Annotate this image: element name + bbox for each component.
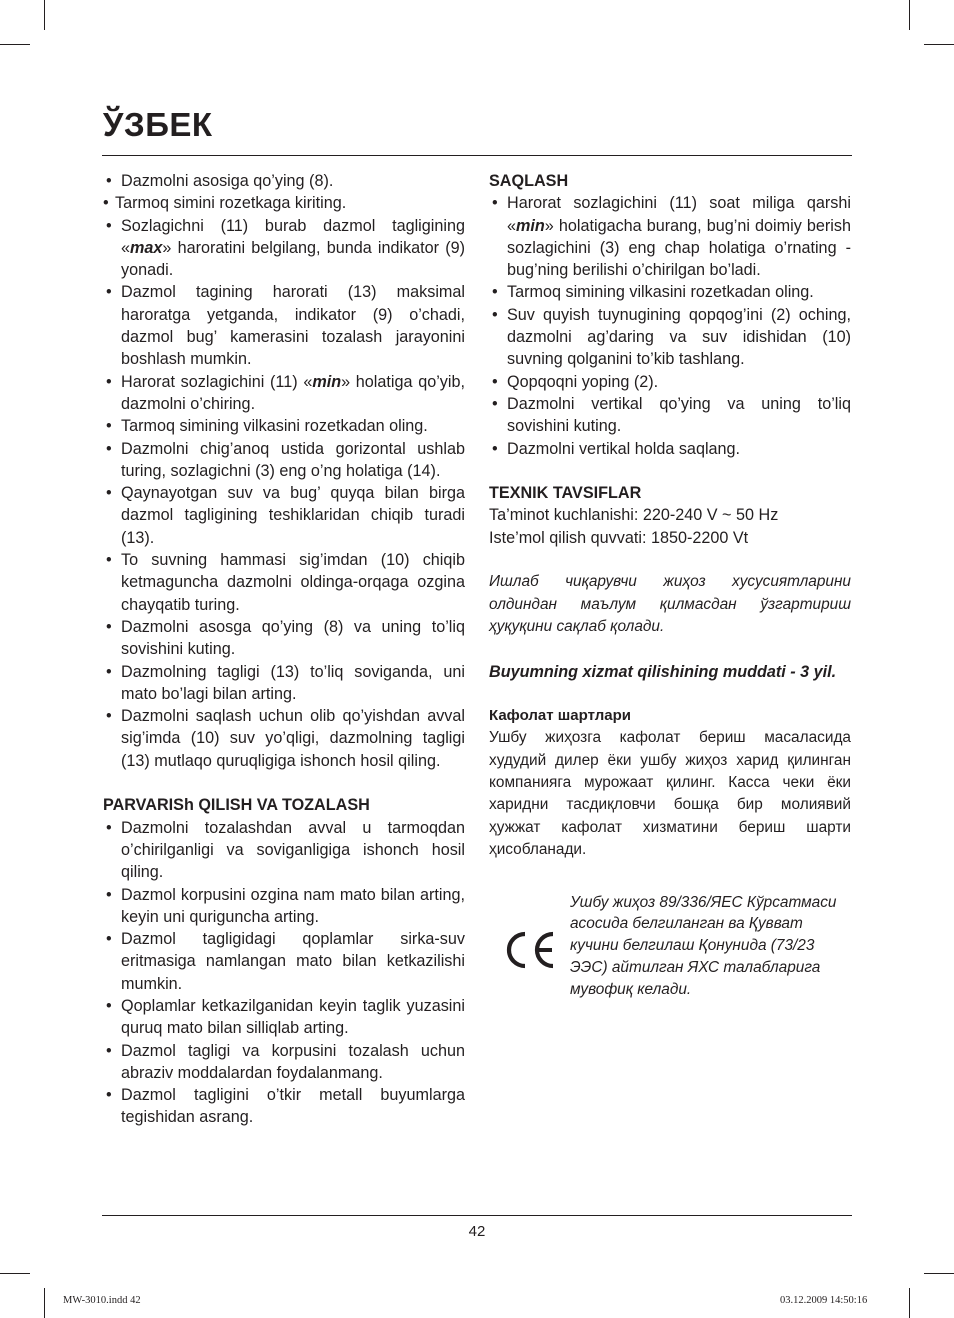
list-item: • Dazmolni vertikal qo’ying va uning to’liq sovishini kuting. [489,393,851,438]
section-heading-care: PARVARISh QILISH VA TOZALASH [103,796,370,815]
list-item: • To suvning hammasi sig’imdan (10) chiqib ketmaguncha dazmolni oldinga-orqaga ozgina chayqatib turing. [103,549,465,616]
operation-list [103,170,465,772]
list-item: • Dazmol tagligi va korpusini tozalash uchun abraziv moddalardan foydalanmang. [103,1040,465,1085]
footer-rule [102,1215,852,1216]
list-item-text: Harorat sozlagichini (11) soat miliga qarshi « [507,194,851,235]
list-item [103,371,465,416]
ce-compliance [489,892,851,1022]
list-item-emphasis: min [516,216,545,235]
slug-date: 03.12.2009 14:50:16 [780,1295,868,1306]
crop-mark [0,1273,30,1274]
care-list [103,817,465,1129]
storage-list [489,192,851,460]
list-item: • Qoplamlar ketkazilganidan keyin taglik yuzasini quruq mato bilan silliqlab arting. [103,995,465,1040]
page-title: ЎЗБЕК [103,106,213,143]
section-heading-specs: TEXNIK TAVSIFLAR [489,484,642,503]
page-number: 42 [468,1223,486,1240]
list-item-text: » haroratini belgilang, bunda indikator (9) yonadi. [121,238,465,280]
list-item-text: » holatiga qo’yib, dazmolni o’chiring. [121,372,465,413]
list-item-text: Harorat sozlagichini (11) « [121,372,313,391]
crop-mark [924,1273,954,1274]
list-item: • Tarmoq simini rozetkaga kiriting. [103,192,465,214]
list-item: • Dazmol tagligidagi qoplamlar sirka-suv eritmasiga namlangan mato bilan ketkazilishi mumkin. [103,928,465,995]
list-item: • Dazmol korpusini ozgina nam mato bilan arting, keyin uni quriguncha arting. [103,884,465,929]
list-item-text: Sozlagichni (11) burab dazmol tagligining « [121,216,465,257]
header-rule [102,155,852,156]
ce-text: Ушбу жиҳоз 89/336/ЯЕС Кўрсатмаси асосида белгиланган ва Қувват кучини белгилаш Қонунида (73/23 ЭЭС) айтилган ЯХС талабларига мувофиқ келади. [570,893,837,998]
list-item: • Tarmoq simining vilkasini rozetkadan oling. [103,415,465,437]
list-item: • Qopqoqni yoping (2). [489,371,851,393]
crop-mark [44,0,45,30]
slug-file: MW-3010.indd 42 [63,1295,141,1306]
spec-voltage: Ta’minot kuchlanishi: 220-240 V ~ 50 Hz [489,506,779,525]
list-item-emphasis: min [312,372,342,391]
crop-mark [909,1288,910,1318]
warranty-heading: Кафолат шартлари [489,707,631,725]
list-item: • Dazmolni vertikal holda saqlang. [489,438,851,460]
spec-power: Iste’mol qilish quvvati: 1850-2200 Vt [489,528,749,547]
list-item: • Dazmol tagining harorati (13) maksimal haroratga yetganda, indikator (9) o’chadi, dazmol bug’ kamerasini tozalash jarayonini boshlash mumkin. [103,281,465,370]
crop-mark [0,44,30,45]
list-item: • Tarmoq simining vilkasini rozetkadan oling. [489,281,851,303]
list-item: • Dazmolning tagligi (13) to’liq soviganda, uni mato bo’lagi bilan arting. [103,661,465,706]
list-item: • Dazmolni chig’anoq ustida gorizontal ushlab turing, sozlagichni (3) eng o’ng holatiga (14). [103,438,465,483]
list-item: • Dazmol tagligini o’tkir metall buyumlarga tegishidan asrang. [103,1084,465,1129]
manufacturer-note: Ишлаб чиқарувчи жиҳоз хусусиятларини олдиндан маълум қилмасдан ўзгартириш ҳуқуқини сақлаб қолади. [489,573,851,635]
service-life: Buyumning xizmat qilishining muddati - 3 yil. [489,662,837,681]
list-item: • Dazmolni saqlash uchun olib qo’yishdan avval sig’imda (10) suv yo’qligi, dazmolning tagligi (13) mutlaqo quruqligiga ishonch hosil qiling. [103,705,465,772]
section-heading-storage: SAQLASH [489,172,569,190]
crop-mark [924,44,954,45]
list-item-text: » holatigacha burang, bug’ni doimiy berish sozlagichini (3) eng chap holatiga o’rnating - bug’ning berilishi o’chirilgan bo’ladi. [507,216,851,280]
list-item: • Dazmolni asosiga qo’ying (8). [103,170,465,192]
warranty-text: Ушбу жиҳозга кафолат бериш масаласида худудий дилер ёки ушбу жиҳоз харид қилинган компанияга мурожаат қилинг. Касса чеки ёки харидни тасдиқловчи бошқа бир молиявий ҳужжат кафолат хизматини бериш шарти ҳисобланади. [489,729,851,858]
crop-mark [44,1288,45,1318]
ce-mark-icon [503,930,559,970]
list-item-emphasis: max [130,238,163,257]
list-item [103,215,465,282]
crop-mark [909,0,910,30]
list-item: • Suv quyish tuynugining qopqog’ini (2) oching, dazmolni ag’daring va suv idishidan (10) suvning qolganini to’kib tashlang. [489,304,851,371]
right-column [489,170,851,1022]
list-item: • Dazmolni tozalashdan avval u tarmoqdan o’chirilganligi va soviganligiga ishonch hosil qiling. [103,817,465,884]
left-column [103,170,465,1129]
list-item [489,192,851,281]
list-item: • Qaynayotgan suv va bug’ quyqa bilan birga dazmol tagligining teshiklaridan chiqib turadi (13). [103,482,465,549]
list-item: • Dazmolni asosga qo’ying (8) va uning to’liq sovishini kuting. [103,616,465,661]
